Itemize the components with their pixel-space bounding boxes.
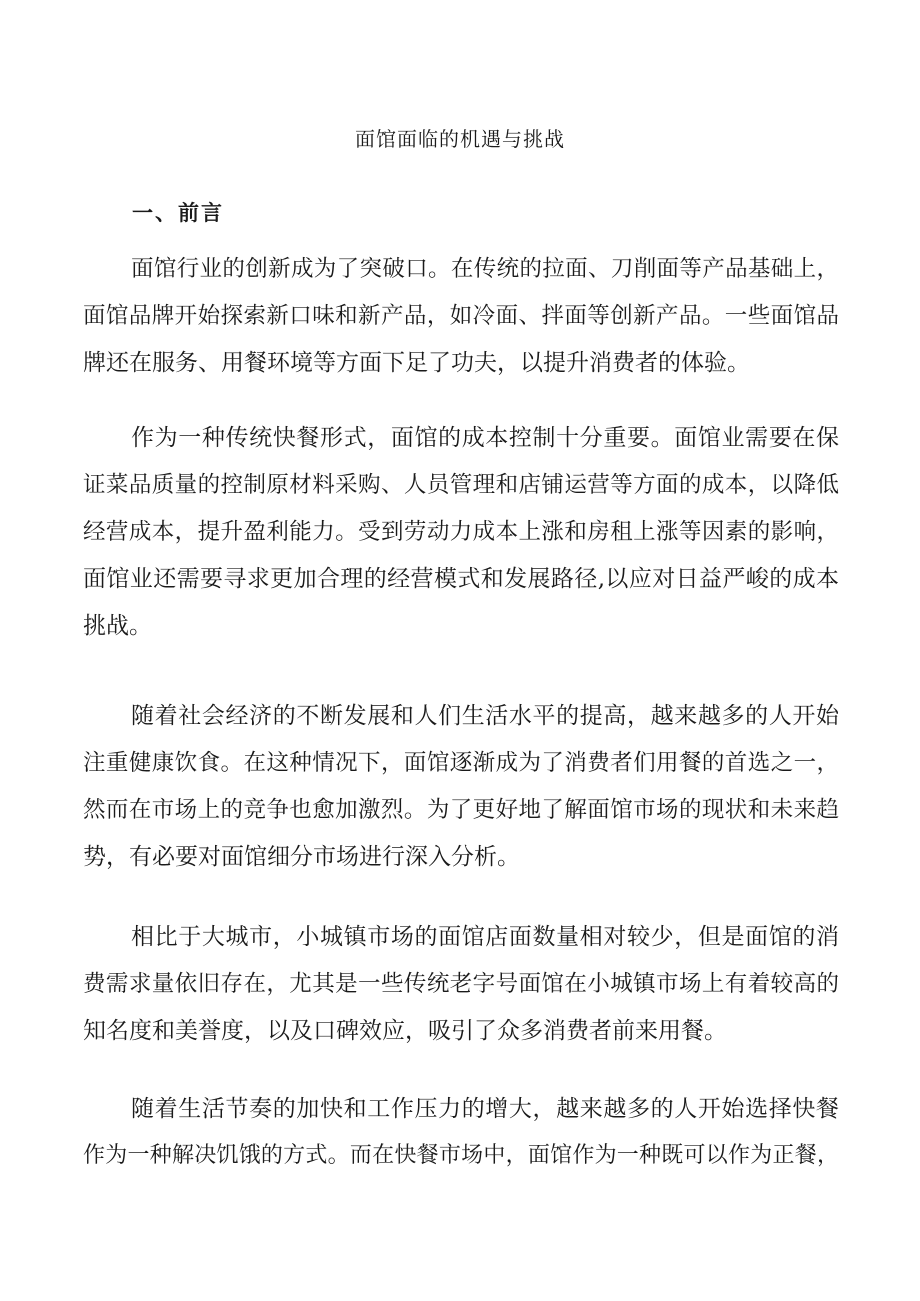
paragraph-line: 面馆品牌开始探索新口味和新产品，如冷面、拌面等创新产品。一些面馆品 (83, 303, 839, 329)
paragraph (83, 419, 839, 645)
paragraph (83, 1090, 839, 1175)
paragraph-line: 相比于大城市，小城镇市场的面馆店面数量相对较少，但是面馆的消 (131, 924, 839, 950)
section-heading: 一、前言 (132, 201, 224, 225)
paragraph (83, 697, 839, 876)
document-title: 面馆面临的机遇与挑战 (355, 127, 565, 151)
paragraph-line: 牌还在服务、用餐环境等方面下足了功夫，以提升消费者的体验。 (83, 350, 750, 376)
paragraph-line: 注重健康饮食。在这种情况下，面馆逐渐成为了消费者们用餐的首选之一， (83, 750, 839, 776)
paragraph-line: 费需求量依旧存在，尤其是一些传统老字号面馆在小城镇市场上有着较高的 (83, 971, 839, 997)
paragraph-line: 面馆行业的创新成为了突破口。在传统的拉面、刀削面等产品基础上， (131, 256, 839, 282)
paragraph (83, 250, 839, 382)
paragraph (83, 918, 839, 1050)
paragraph-line: 势，有必要对面馆细分市场进行深入分析。 (83, 844, 520, 870)
paragraph-line: 随着社会经济的不断发展和人们生活水平的提高，越来越多的人开始 (131, 703, 839, 729)
paragraph-line: 面馆业还需要寻求更加合理的经营模式和发展路径,以应对日益严峻的成本 (83, 566, 839, 592)
paragraph-line: 知名度和美誉度，以及口碑效应，吸引了众多消费者前来用餐。 (83, 1018, 727, 1044)
paragraph-line: 挑战。 (83, 613, 152, 639)
paragraph-line: 经营成本，提升盈利能力。受到劳动力成本上涨和房租上涨等因素的影响， (83, 519, 839, 545)
paragraph-line: 证菜品质量的控制原材料采购、人员管理和店铺运营等方面的成本，以降低 (83, 472, 839, 498)
paragraph-line: 随着生活节奏的加快和工作压力的增大，越来越多的人开始选择快餐 (131, 1096, 839, 1122)
paragraph-line: 然而在市场上的竞争也愈加激烈。为了更好地了解面馆市场的现状和未来趋 (83, 797, 839, 823)
paragraph-line: 作为一种传统快餐形式，面馆的成本控制十分重要。面馆业需要在保 (131, 425, 839, 451)
paragraph-line: 作为一种解决饥饿的方式。而在快餐市场中，面馆作为一种既可以作为正餐， (83, 1143, 839, 1168)
